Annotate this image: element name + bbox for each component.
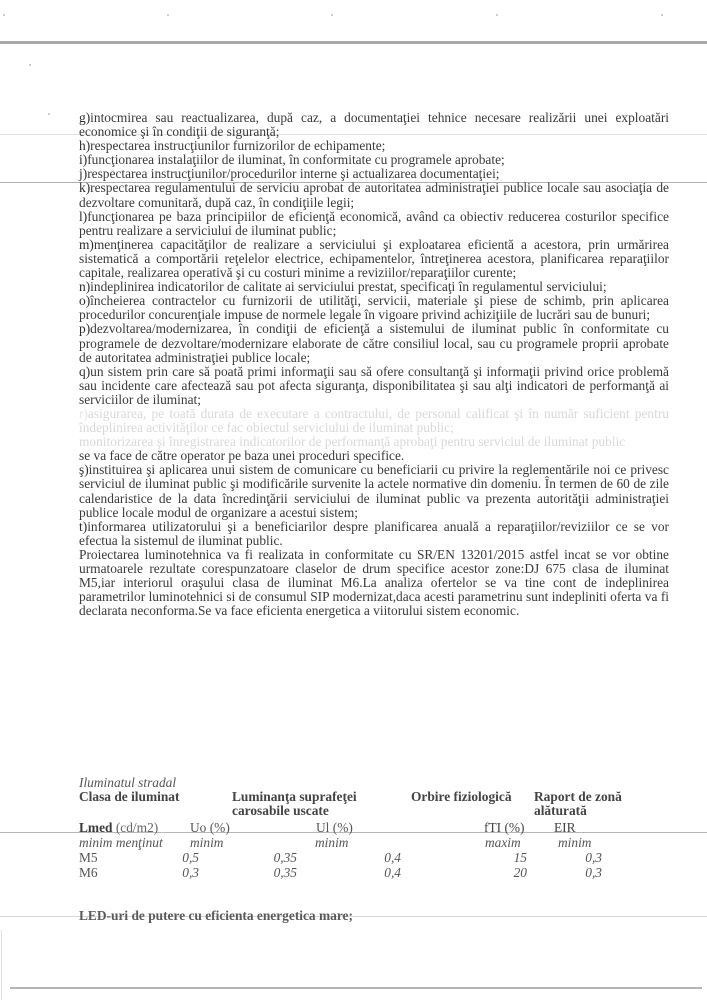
scan-dot bbox=[167, 14, 169, 16]
table-subheader-row bbox=[79, 820, 679, 835]
subheader-fti: fTI (%) bbox=[484, 820, 525, 835]
design-paragraph: Proiectarea luminotehnica va fi realizata in conformitate cu SR/EN 13201/2015 astfel incat se vor obtine urmatoarele rezultate corespunzatoare claselor de drum specifice acestor zone:DJ 675 clasa de iluminat M5,iar interiorul oraşului clasa de iluminat M6.La analiza ofertelor se va tine cont de indeplinirea parametrilor luminotehnici si de consumul SIP modernizat,daca acesti parametrinu sunt indepliniti oferta va fi declarata neconforma.Se va face eficienta energetica a viitorului sistem economic. bbox=[79, 546, 669, 619]
scan-edge-line-bottom bbox=[10, 987, 702, 989]
list-item: j)respectarea instrucţiunilor/procedurilor interne şi actualizarea documentaţiei; bbox=[79, 166, 500, 182]
header-class: Clasa de iluminat bbox=[79, 789, 180, 804]
document-body bbox=[79, 111, 669, 618]
cell-uo: 0,35 bbox=[273, 850, 297, 865]
list-item: m)menţinerea capacităţilor de realizare a serviciului şi exploatarea eficientă a acestora, prin urmărirea sistematică a comportării reţelelor electrice, echipamentelor, întreţinerea acestora, planificarea reparaţiilor capitale, realizarea operativă şi cu costuri minime a reviziilor/reparaţiilor curente; bbox=[79, 236, 669, 281]
page-edge bbox=[1, 930, 2, 1000]
faded-list-item: r)asigurarea, pe toată durata de executare a contractului, de personal calificat şi în număr suficient pentru îndeplinirea activităţilor ce fac obiectul serviciului de iluminat public; bbox=[79, 405, 669, 436]
led-requirement-line: LED-uri de putere cu eficienta energetica mare; bbox=[79, 908, 353, 923]
cell-class: M6 bbox=[79, 865, 98, 880]
subheader-ul: Ul (%) bbox=[316, 820, 353, 835]
continuation-text: se va face de către operator pe baza unei proceduri specifice. bbox=[79, 448, 405, 464]
list-item: h)respectarea instrucţiunilor furnizorilor de echipamente; bbox=[79, 138, 386, 154]
list-item: p)dezvoltarea/modernizarea, în condiţii de eficienţă a sistemului de iluminat public în conformitate cu programele de dezvoltare/modernizare elaborate de către consiliul local, sau cu programele proprii aprobate de autoritatea administraţiei publice locale; bbox=[79, 321, 669, 365]
unit-fti: maxim bbox=[485, 835, 521, 850]
scan-edge-line-top bbox=[0, 41, 707, 44]
cell-lmed: 0,5 bbox=[182, 850, 199, 865]
header-luminance: Luminanţa suprafeţei carosabile uscate bbox=[232, 789, 357, 818]
cell-fti: 20 bbox=[513, 865, 527, 880]
unit-uo: minim bbox=[190, 835, 224, 850]
cell-ul: 0,4 bbox=[384, 850, 401, 865]
scan-dot bbox=[29, 64, 31, 66]
cell-fti: 15 bbox=[513, 850, 527, 865]
cell-class: M5 bbox=[79, 850, 98, 865]
table-header-row bbox=[79, 790, 679, 820]
scan-dot bbox=[331, 14, 333, 16]
list-item: i)funcţionarea instalaţiilor de iluminat, în conformitate cu programele aprobate; bbox=[79, 152, 505, 168]
list-item: l)funcţionarea pe baza principiilor de eficienţă economică, având ca obiectiv reducerea costurilor specifice pentru realizare a serviciului de iluminat public; bbox=[79, 208, 669, 238]
list-item: q)un sistem prin care să poată primi informaţii sau să ofere consultanţă şi informaţii privind orice problemă sau incidente care afectează sau pot afecta siguranţa, disponibilitatea şi sau alţi indicatori de performanţă ai serviciilor de iluminat; bbox=[79, 363, 669, 407]
scan-dot bbox=[661, 14, 663, 16]
list-item: n)indeplinirea indicatorilor de calitate ai serviciului prestat, specificaţi în regulamentul serviciului; bbox=[79, 279, 607, 295]
table-row bbox=[79, 865, 679, 880]
subheader-lmed: Lmed (cd/m2) bbox=[79, 820, 159, 835]
list-item: g)intocmirea sau reactualizarea, după caz, a documentaţiei tehnice necesare realizării unei exploatări economice şi în condiţii de siguranţă; bbox=[79, 110, 669, 140]
scan-dot bbox=[496, 14, 498, 16]
list-item: k)respectarea regulamentului de serviciu aprobat de autoritatea administraţiei publice locale sau asociaţia de dezvoltare comunitară, după caz, în condiţiile legii; bbox=[79, 180, 669, 210]
cell-lmed: 0,3 bbox=[182, 865, 199, 880]
table-caption: Iluminatul stradal bbox=[79, 775, 177, 790]
header-ratio: Raport de zonă alăturată bbox=[534, 789, 622, 818]
cell-uo: 0,35 bbox=[273, 865, 297, 880]
subheader-eir: EIR bbox=[554, 820, 576, 835]
list-item: t)informarea utilizatorului şi a beneficiarilor despre planificarea anuală a reparaţiilor/reviziilor ce se vor efectua la sistemul de iluminat public. bbox=[79, 518, 669, 548]
unit-eir: minim bbox=[558, 835, 592, 850]
scan-dot bbox=[48, 113, 50, 115]
subheader-uo: Uo (%) bbox=[190, 820, 230, 835]
unit-ul: minim bbox=[315, 835, 349, 850]
table-row bbox=[79, 850, 679, 865]
scan-dot bbox=[3, 14, 5, 16]
header-glare: Orbire fiziologică bbox=[411, 789, 512, 804]
table-unit-row bbox=[79, 835, 679, 850]
cell-eir: 0,3 bbox=[585, 865, 602, 880]
faded-list-item: monitorizarea şi înregistrarea indicatorilor de performanţă aprobaţi pentru serviciul de iluminat public bbox=[79, 434, 626, 450]
list-item: o)încheierea contractelor cu furnizorii de utilităţi, servicii, materiale şi piese de schimb, prin aplicarea procedurilor concurenţiale impuse de normele legale în vigoare privind achiziţiile de lucrări sau de bunuri; bbox=[79, 293, 669, 323]
lighting-class-table bbox=[79, 776, 679, 880]
cell-ul: 0,4 bbox=[384, 865, 401, 880]
unit-lmed: minim menţinut bbox=[79, 835, 163, 850]
cell-eir: 0,3 bbox=[585, 850, 602, 865]
list-item: ş)instituirea şi aplicarea unui sistem de comunicare cu beneficiarii cu privire la reglementările noi ce privesc serviciul de iluminat public şi modificările survenite la actele normative din domeniu. În termen de 60 de zile calendaristice de la data încredinţării serviciului de iluminat public va prezenta autorităţii administraţiei publice locale modul de organizare a acestui sistem; bbox=[79, 462, 669, 520]
